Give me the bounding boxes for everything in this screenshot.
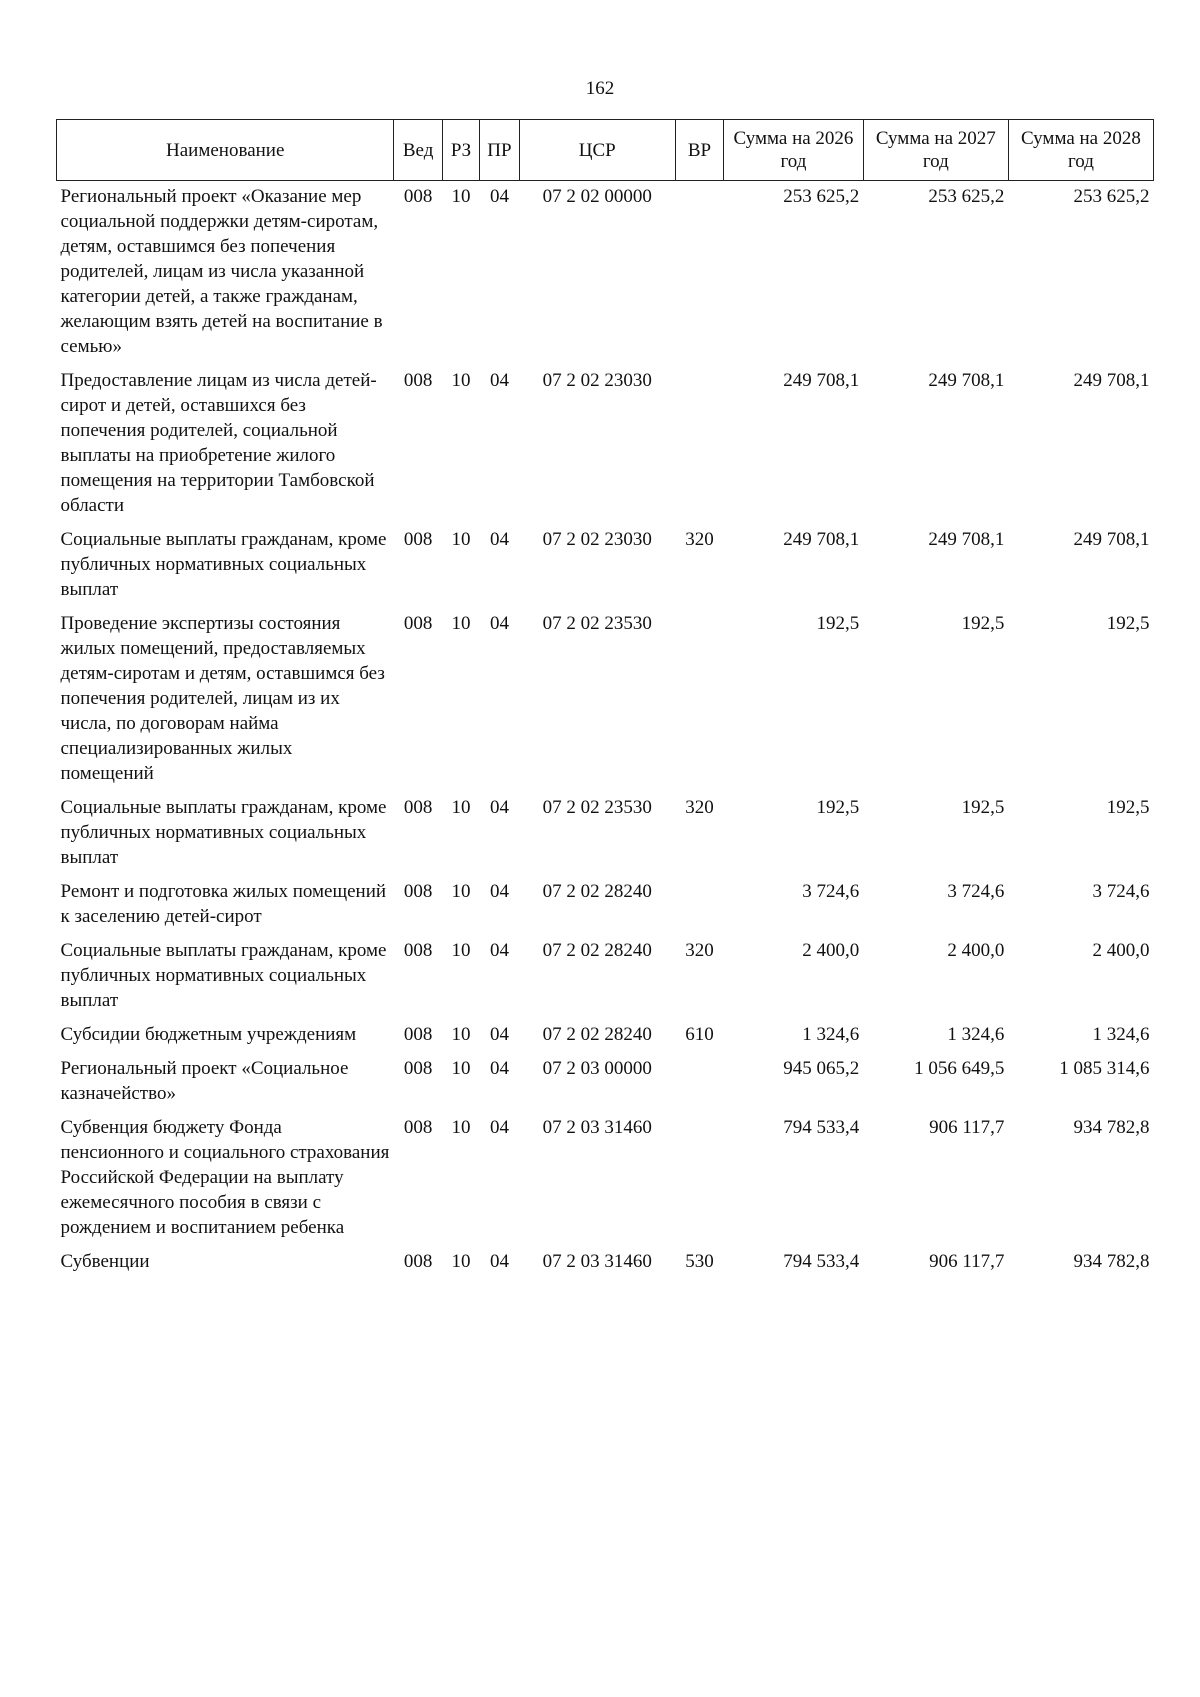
row-pr: 04 (489, 797, 509, 818)
row-sum-2027: 249 708,1 (928, 529, 1005, 550)
header-pr: ПР (480, 120, 520, 181)
row-pr: 04 (489, 1117, 509, 1138)
row-name: Социальные выплаты гражданам, кроме публичных нормативных социальных выплат (60, 797, 387, 868)
row-csr: 07 2 02 28240 (542, 940, 652, 961)
header-sum-2026: Сумма на 2026 год (724, 120, 864, 181)
row-csr: 07 2 02 00000 (542, 186, 652, 207)
row-rz: 10 (451, 797, 471, 818)
row-ved: 008 (403, 940, 433, 961)
row-csr: 07 2 02 23030 (542, 370, 652, 391)
row-name: Субсидии бюджетным учреждениям (60, 1024, 357, 1045)
row-name: Ремонт и подготовка жилых помещений к заселению детей-сирот (60, 881, 387, 927)
row-pr: 04 (489, 529, 509, 550)
row-sum-2028: 192,5 (1106, 797, 1150, 818)
row-sum-2027: 253 625,2 (928, 186, 1005, 207)
row-sum-2027: 2 400,0 (947, 940, 1005, 961)
row-rz: 10 (451, 1251, 471, 1272)
table-row (57, 1112, 1154, 1246)
row-ved: 008 (403, 1251, 433, 1272)
row-sum-2026: 794 533,4 (783, 1117, 860, 1138)
row-sum-2027: 249 708,1 (928, 370, 1005, 391)
row-name: Проведение экспертизы состояния жилых помещений, предоставляемых детям-сиротам и детям, оставшимся без попечения родителей, лицам из их числа, по договорам найма специализированных жилых помещений (60, 613, 385, 784)
row-sum-2028: 1 324,6 (1092, 1024, 1150, 1045)
row-sum-2028: 934 782,8 (1073, 1117, 1150, 1138)
row-vr: 320 (685, 940, 714, 961)
row-vr (675, 876, 723, 935)
table-row (57, 181, 1154, 366)
row-sum-2028: 249 708,1 (1073, 370, 1150, 391)
row-rz: 10 (451, 529, 471, 550)
row-sum-2028: 3 724,6 (1092, 881, 1150, 902)
row-sum-2026: 192,5 (816, 613, 860, 634)
row-ved: 008 (403, 529, 433, 550)
table-row (57, 1019, 1154, 1053)
row-sum-2027: 906 117,7 (929, 1251, 1005, 1272)
header-rz: РЗ (442, 120, 479, 181)
row-name: Социальные выплаты гражданам, кроме публичных нормативных социальных выплат (60, 529, 387, 600)
page-number: 162 (585, 78, 615, 99)
header-csr: ЦСР (519, 120, 675, 181)
row-sum-2026: 945 065,2 (783, 1058, 860, 1079)
row-sum-2028: 1 085 314,6 (1059, 1058, 1150, 1079)
row-sum-2026: 794 533,4 (783, 1251, 860, 1272)
row-name: Предоставление лицам из числа детей-сирот и детей, оставшихся без попечения родителей, социальной выплаты на приобретение жилого помещения на территории Тамбовской области (60, 370, 377, 516)
row-vr (675, 181, 723, 366)
row-sum-2027: 192,5 (961, 797, 1005, 818)
row-pr: 04 (489, 1024, 509, 1045)
row-name: Региональный проект «Оказание мер социальной поддержки детям-сиротам, детям, оставшимся без попечения родителей, лицам из числа указанной категории детей, а также гражданам, желающим взять детей на воспитание в семью» (60, 186, 383, 357)
row-rz: 10 (451, 370, 471, 391)
row-pr: 04 (489, 940, 509, 961)
row-sum-2026: 2 400,0 (802, 940, 860, 961)
row-rz: 10 (451, 1117, 471, 1138)
row-sum-2028: 249 708,1 (1073, 529, 1150, 550)
row-ved: 008 (403, 1117, 433, 1138)
table-row (57, 524, 1154, 608)
row-sum-2026: 3 724,6 (802, 881, 860, 902)
table-row (57, 935, 1154, 1019)
row-ved: 008 (403, 881, 433, 902)
row-vr: 610 (685, 1024, 714, 1045)
row-sum-2028: 2 400,0 (1092, 940, 1150, 961)
row-ved: 008 (403, 370, 433, 391)
row-pr: 04 (489, 370, 509, 391)
row-ved: 008 (403, 186, 433, 207)
row-sum-2028: 253 625,2 (1073, 186, 1150, 207)
table-row (57, 365, 1154, 524)
row-ved: 008 (403, 797, 433, 818)
row-vr (675, 1112, 723, 1246)
row-sum-2026: 1 324,6 (802, 1024, 860, 1045)
row-name: Социальные выплаты гражданам, кроме публичных нормативных социальных выплат (60, 940, 387, 1011)
row-sum-2027: 192,5 (961, 613, 1005, 634)
table-row (57, 1246, 1154, 1280)
table-row (57, 608, 1154, 792)
row-vr: 320 (685, 529, 714, 550)
row-vr: 530 (685, 1251, 714, 1272)
row-sum-2028: 934 782,8 (1073, 1251, 1150, 1272)
header-name: Наименование (57, 120, 394, 181)
row-csr: 07 2 02 23530 (542, 613, 652, 634)
table-row (57, 1053, 1154, 1112)
header-row (57, 120, 1154, 181)
row-ved: 008 (403, 1024, 433, 1045)
row-sum-2026: 249 708,1 (783, 529, 860, 550)
header-vr: ВР (675, 120, 723, 181)
row-rz: 10 (451, 1058, 471, 1079)
header-ved: Вед (394, 120, 442, 181)
row-sum-2027: 1 056 649,5 (914, 1058, 1005, 1079)
row-name: Субвенция бюджету Фонда пенсионного и социального страхования Российской Федерации на выплату ежемесячного пособия в связи с рождением и воспитанием ребенка (60, 1117, 390, 1238)
row-vr (675, 608, 723, 792)
row-csr: 07 2 03 31460 (542, 1117, 652, 1138)
row-rz: 10 (451, 613, 471, 634)
row-rz: 10 (451, 1024, 471, 1045)
table-row (57, 876, 1154, 935)
row-name: Региональный проект «Социальное казначейство» (60, 1058, 349, 1104)
row-rz: 10 (451, 186, 471, 207)
row-ved: 008 (403, 1058, 433, 1079)
row-vr (675, 365, 723, 524)
header-sum-2028: Сумма на 2028 год (1008, 120, 1153, 181)
row-csr: 07 2 02 23030 (542, 529, 652, 550)
row-csr: 07 2 03 00000 (542, 1058, 652, 1079)
row-sum-2027: 3 724,6 (947, 881, 1005, 902)
row-sum-2026: 192,5 (816, 797, 860, 818)
row-sum-2026: 253 625,2 (783, 186, 860, 207)
budget-table (56, 119, 1154, 1280)
row-pr: 04 (489, 1058, 509, 1079)
row-name: Субвенции (60, 1251, 150, 1272)
row-sum-2027: 1 324,6 (947, 1024, 1005, 1045)
row-csr: 07 2 03 31460 (542, 1251, 652, 1272)
row-csr: 07 2 02 28240 (542, 1024, 652, 1045)
row-rz: 10 (451, 881, 471, 902)
row-ved: 008 (403, 613, 433, 634)
row-vr (675, 1053, 723, 1112)
row-csr: 07 2 02 28240 (542, 881, 652, 902)
row-pr: 04 (489, 613, 509, 634)
row-sum-2027: 906 117,7 (929, 1117, 1005, 1138)
row-pr: 04 (489, 186, 509, 207)
row-pr: 04 (489, 881, 509, 902)
header-sum-2027: Сумма на 2027 год (863, 120, 1008, 181)
row-vr: 320 (685, 797, 714, 818)
row-sum-2028: 192,5 (1106, 613, 1150, 634)
row-csr: 07 2 02 23530 (542, 797, 652, 818)
table-row (57, 792, 1154, 876)
row-pr: 04 (489, 1251, 509, 1272)
row-rz: 10 (451, 940, 471, 961)
row-sum-2026: 249 708,1 (783, 370, 860, 391)
